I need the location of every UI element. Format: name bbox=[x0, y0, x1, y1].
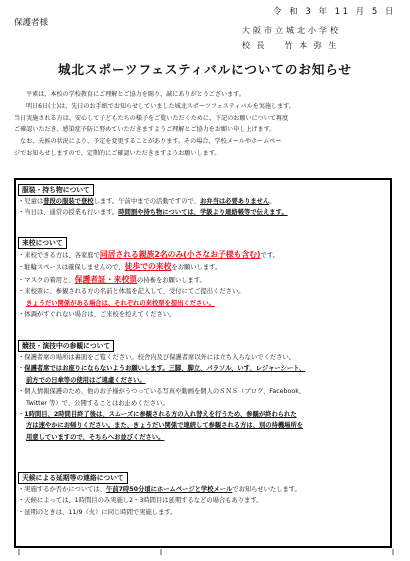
date-line: 令 和 3 年 11 月 5 日 bbox=[272, 7, 396, 17]
crop-mark bbox=[160, 549, 162, 555]
section-heading: 競技・演技中の参観について bbox=[18, 340, 114, 352]
principal-title: 校 長 bbox=[242, 41, 267, 50]
crop-mark bbox=[18, 549, 20, 555]
section-competition bbox=[18, 340, 305, 443]
principal-name: 竹 本 弥 生 bbox=[284, 41, 339, 50]
list-item: ・保護者席の場所は裏面をご覧ください。校舎内及び保護者席以外には立ち入らないでください。 bbox=[18, 354, 296, 361]
list-item: ・延期のときは、11/9（火）に同じ時間で実施します。 bbox=[18, 508, 177, 516]
list-item: ・体調がすぐれない場合は、ご来校を控えてください。 bbox=[18, 311, 176, 319]
list-item: ・保護者席ではお座りにならないようお願いします。三脚、脚立、パラソル、いす、レジャーシート、 bbox=[18, 365, 306, 373]
section-clothing bbox=[18, 184, 288, 219]
list-item: ・児童は普段の服装で登校します。午前中までの活動ですので、お弁当は必要ありません。 bbox=[18, 198, 276, 205]
list-item: ・1時間目、2時間目終了後は、スムーズに参観される方の入れ替えを行うため、参観が終わられた bbox=[18, 411, 297, 419]
list-item: ・個人情報保護のため、他のお子様がうつっている写真や動画を個人のＳＮＳ（ブログ、Facebook、 bbox=[18, 388, 306, 396]
list-item: ・天候によっては、1時間目のみ実施し2・3時間目は延期するなどの場合もあります。 bbox=[18, 497, 263, 505]
intro-line: なお、天候の状況により、予定を変更することがあります。その場合、学校メールやホームペー bbox=[20, 138, 282, 146]
section-heading: 服装・持ち物について bbox=[18, 184, 94, 196]
list-item: ・実施するか否かについては、午前7時50分頃にホームページと学校メールでお知らせいたします。 bbox=[18, 486, 301, 493]
intro-paragraph bbox=[14, 89, 398, 160]
intro-line: ご確認いただき、感染症予防に努めていただきますようご理解とご協力をお願い申し上げます。 bbox=[14, 126, 276, 134]
intro-line: ジでお知らせしますので、定期的にご確認いただきますようお願いします。 bbox=[14, 149, 221, 157]
list-item: ・来校票に、参観される方の名前と体温を記入して、受付にてご提出ください。 bbox=[18, 288, 245, 296]
page-title: 城北スポーツフェスティバルについてのお知らせ bbox=[57, 62, 352, 77]
intro-line: 平素は、本校の学校教育にご理解とご協力を賜り、誠にありがとうございます。 bbox=[26, 91, 245, 98]
school-name: 大阪市立城北小学校 bbox=[242, 26, 341, 35]
section-postpone bbox=[18, 472, 301, 518]
principal-line bbox=[242, 40, 338, 51]
crop-mark bbox=[392, 549, 394, 555]
section-heading: 天候による延期等の連絡について bbox=[18, 472, 128, 484]
section-visit bbox=[18, 237, 279, 320]
section-heading: 来校について bbox=[18, 237, 67, 249]
intro-line: 明日6日(土)は、先日のお手紙でお知らせしていました城北スポーツフェスティバルを実施します。 bbox=[26, 102, 295, 110]
list-item-cont: 方は速やかにお帰りください。また、きょうだい関係で連続して参観される方は、別の待機場所を bbox=[26, 422, 304, 430]
list-item: ・マスクの着用と、保護者証・来校票の持参をお願いします。 bbox=[18, 274, 206, 284]
addressee: 保護者様 bbox=[14, 18, 49, 28]
list-item-cont: 前方での日傘等の使用はご遠慮ください。 bbox=[26, 376, 146, 384]
list-item: ・当日は、通常の授業も行います。時間割や持ち物については、学級より連絡帳等で伝えます。 bbox=[18, 209, 288, 217]
list-item-cont: Twitter 等）で、公開することはお止めください。 bbox=[26, 399, 169, 407]
list-item: ・駐輪スペースは確保しませんので、徒歩での来校をお願いします。 bbox=[18, 262, 222, 272]
list-item: ・来校できる方は、各家庭で同居される親族2名のみ(小さなお子様も含む)です。 bbox=[18, 250, 279, 259]
list-item-note: きょうだい関係がある場合は、それぞれの来校票を提出ください。 bbox=[26, 299, 215, 307]
intro-line: 当日実施される方は、安心して子どもたちの様子をご覧いただくために、下記のお願いについて再度 bbox=[14, 114, 289, 122]
list-item-cont: 用意していますので、そちらへお並びください。 bbox=[26, 433, 165, 441]
